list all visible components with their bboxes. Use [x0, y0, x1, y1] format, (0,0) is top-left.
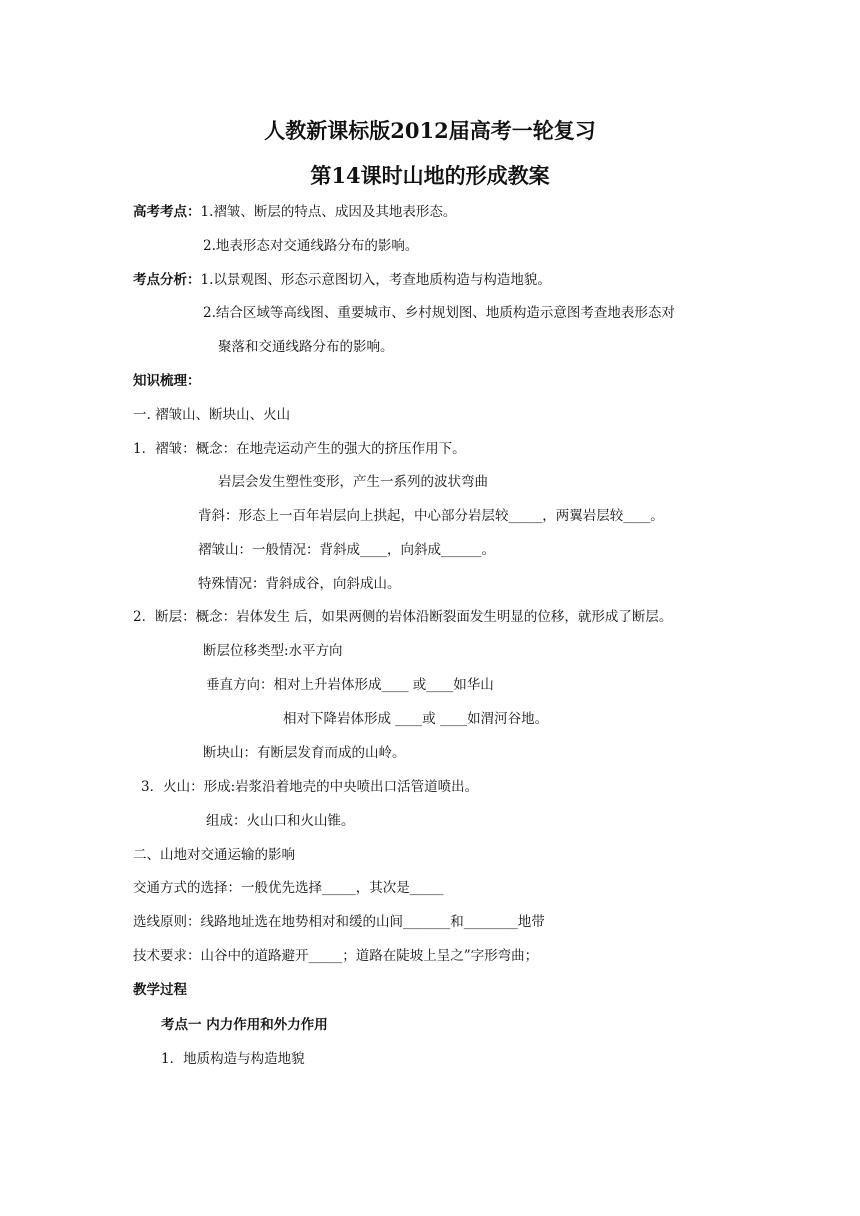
knowledge-heading: 知识梳理： [133, 373, 201, 389]
analysis-line-3: 聚落和交通线路分布的影响。 [218, 339, 394, 355]
exam-points-line-1: 高考考点：1.褶皱、断层的特点、成因及其地表形态。 [133, 204, 457, 220]
route-principle-line: 选线原则：线路地址选在地势相对和缓的山间_______和________地带 [133, 914, 545, 930]
section-two-heading: 二、山地对交通运输的影响 [133, 847, 295, 863]
vertical-direction-line: 垂直方向：相对上升岩体形成____ 或____如华山 [206, 677, 494, 693]
document-title: 人教新课标版2012届高考一轮复习 [264, 118, 596, 143]
special-case-line: 特殊情况：背斜成谷，向斜成山。 [198, 576, 401, 592]
fold-concept-line: 1．褶皱：概念：在地壳运动产生的强大的挤压作用下。 [133, 441, 466, 457]
exam-points-label: 高考考点： [133, 204, 201, 220]
fold-concept-continued: 岩层会发生塑性变形，产生一系列的波状弯曲 [218, 474, 488, 490]
teaching-process-heading: 教学过程 [133, 982, 187, 998]
analysis-line-1: 考点分析：1.以景观图、形态示意图切入，考查地质构造与构造地貌。 [133, 272, 551, 288]
document-subtitle: 第14课时山地的形成教案 [310, 163, 550, 188]
fault-block-line: 断块山：有断层发育而成的山岭。 [203, 745, 406, 761]
transport-choice-line: 交通方式的选择：一般优先选择_____，其次是_____ [133, 880, 444, 896]
anticline-line: 背斜：形态上一百年岩层向上拱起，中心部分岩层较_____，两翼岩层较____。 [198, 508, 664, 524]
technical-requirement-line: 技术要求：山谷中的道路避开_____；道路在陡坡上呈之”字形弯曲； [133, 948, 539, 964]
section-one-heading: 一. 褶皱山、断块山、火山 [133, 407, 291, 423]
relative-descent-line: 相对下降岩体形成 ____或 ____如渭河谷地。 [283, 711, 549, 727]
geologic-structure-line: 1．地质构造与构造地貌 [161, 1051, 305, 1067]
volcano-formation-line: 3．火山：形成:岩浆沿着地壳的中央喷出口活管道喷出。 [141, 779, 479, 795]
exam-points-line-2: 2.地表形态对交通线路分布的影响。 [203, 238, 419, 254]
exam-point-one-heading: 考点一 内力作用和外力作用 [161, 1017, 328, 1033]
volcano-composition-line: 组成：火山口和火山锥。 [206, 813, 355, 829]
fault-concept-line: 2．断层：概念：岩体发生 后，如果两侧的岩体沿断裂面发生明显的位移，就形成了断层。 [133, 609, 673, 625]
analysis-label: 考点分析： [133, 272, 201, 288]
analysis-line-2: 2.结合区域等高线图、重要城市、乡村规划图、地质构造示意图考查地表形态对 [203, 305, 675, 321]
fold-mountain-line: 褶皱山：一般情况：背斜成____，向斜成______。 [198, 542, 495, 558]
fault-type-line: 断层位移类型:水平方向 [203, 643, 343, 659]
